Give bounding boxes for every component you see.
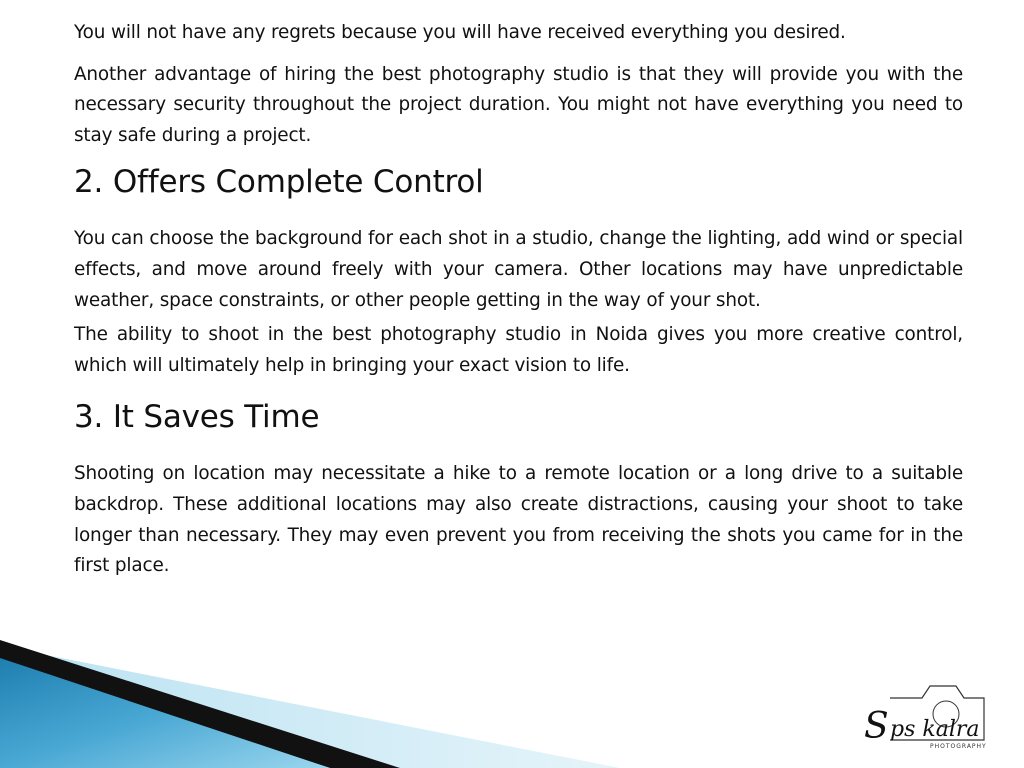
logo-script-s: S: [864, 706, 889, 747]
paragraph: The ability to shoot in the best photography studio in Noida gives you more creative control, which will ultimately help in bringing your exact vision to life.: [74, 324, 963, 376]
decorative-corner-stripes: [0, 640, 620, 768]
paragraph: Shooting on location may necessitate a hike to a remote location or a long drive to a suitable backdrop. These additional locations may also create distractions, causing your shoot to take longer than necessary. They may even prevent you from receiving the shots you came for in the first place.: [74, 463, 963, 577]
paragraph: You can choose the background for each shot in a studio, change the lighting, add wind or special effects, and move around freely with your camera. Other locations may have unpredictable weather, space constraints, or other people getting in the way of your shot.: [74, 228, 963, 311]
brand-logo: [860, 678, 1000, 758]
paragraph: Another advantage of hiring the best photography studio is that they will provide you with the necessary security throughout the project duration. You might not have everything you need to stay safe during a project.: [74, 63, 963, 146]
logo-script-text: ps kalra: [890, 717, 980, 742]
camera-outline-icon: [860, 678, 1000, 758]
logo-subtext: PHOTOGRAPHY: [930, 743, 987, 750]
paragraph: You will not have any regrets because you will have received everything you desired.: [74, 22, 846, 43]
document-body: [74, 18, 963, 582]
section-heading: 3. It Saves Time: [74, 399, 320, 436]
section-heading: 2. Offers Complete Control: [74, 164, 484, 201]
